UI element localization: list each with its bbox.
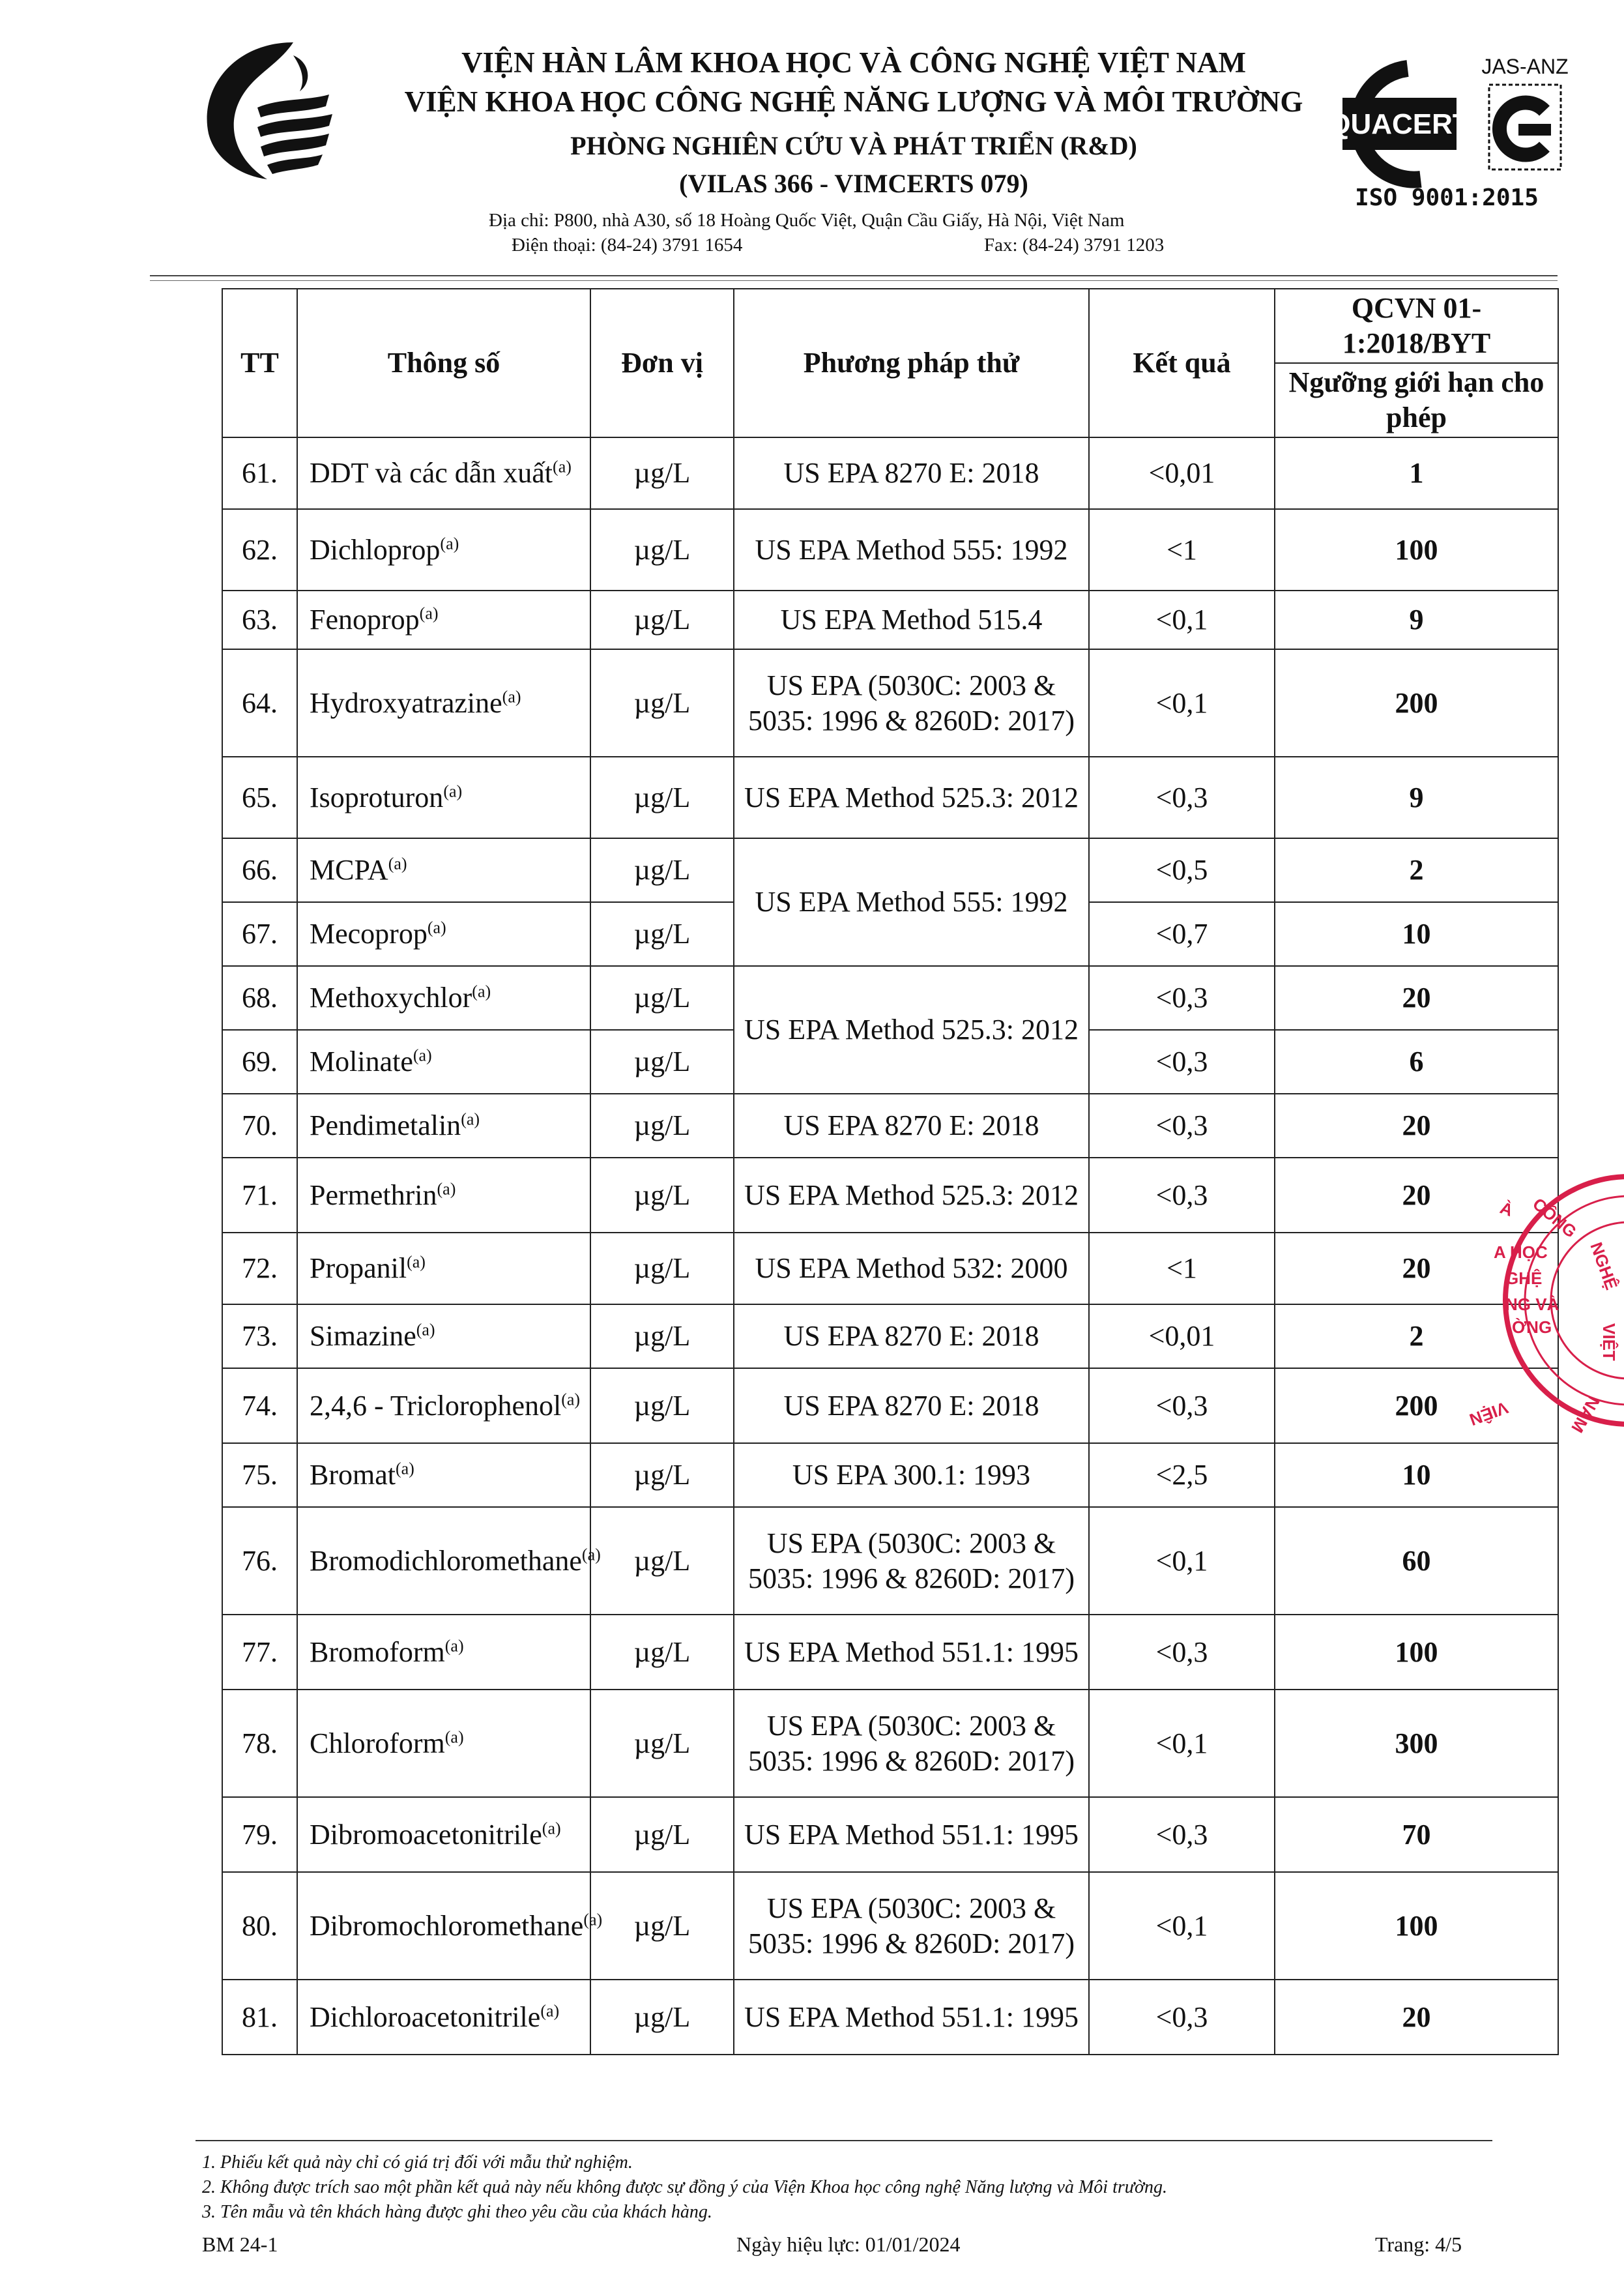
parameter-label: MCPA [310,854,388,886]
result-cell: <0,1 [1089,591,1275,649]
method-cell: US EPA (5030C: 2003 & 5035: 1996 & 8260D: 2017) [734,1690,1089,1797]
header-result: Kết quả [1089,289,1275,437]
limit-cell: 20 [1275,1980,1558,2055]
result-cell: <0,3 [1089,1030,1275,1094]
limit-cell: 1 [1275,437,1558,509]
limit-cell: 100 [1275,1872,1558,1980]
form-code: BM 24-1 [202,2233,278,2256]
parameter-label: Molinate [310,1046,413,1077]
unit-cell: µg/L [590,437,734,509]
row-index: 64. [222,649,297,757]
parameter-name [297,591,590,649]
parameter-name [297,1507,601,1615]
result-cell: <1 [1089,1233,1275,1304]
department-title: PHÒNG NGHIÊN CỨU VÀ PHÁT TRIỂN (R&D) [570,131,1137,160]
row-index: 68. [222,966,297,1030]
svg-text:VIỆN: VIỆN [1466,1398,1511,1430]
result-cell: <0,1 [1089,1872,1275,1980]
method-cell: US EPA Method 515.4 [734,591,1089,649]
result-cell: <0,1 [1089,1507,1275,1615]
accreditation-mark: (a) [395,1459,414,1478]
accreditation-mark: (a) [472,982,491,1001]
table-row [222,1304,1558,1368]
limit-cell: 2 [1275,838,1558,902]
limit-cell: 200 [1275,1368,1558,1443]
accreditation-mark: (a) [407,1252,426,1272]
unit-cell: µg/L [590,1797,734,1872]
method-cell: US EPA Method 551.1: 1995 [734,1980,1089,2055]
accreditation-mark: (a) [561,1389,581,1409]
svg-text:VIỆT: VIỆT [1599,1323,1619,1361]
method-cell: US EPA Method 525.3: 2012 [734,1158,1089,1233]
parameter-label: Dibromochloromethane [310,1909,584,1942]
row-index: 66. [222,838,297,902]
unit-cell: µg/L [590,1158,734,1233]
svg-text:A HỌC: A HỌC [1494,1242,1548,1262]
parameter-label: Bromat [310,1459,396,1491]
row-index: 61. [222,437,297,509]
footer-note-2: 2. Không được trích sao một phần kết quả này nếu không được sự đồng ý của Viện Khoa học công nghệ Năng lượng và Môi trường. [202,2177,1167,2197]
parameter-name [297,1872,603,1980]
limit-cell: 60 [1275,1507,1558,1615]
parameter-label: Isoproturon [310,781,444,813]
academy-title: VIỆN HÀN LÂM KHOA HỌC VÀ CÔNG NGHỆ VIỆT NAM [461,46,1246,79]
accreditation-codes: (VILAS 366 - VIMCERTS 079) [679,169,1028,198]
row-index: 78. [222,1690,297,1797]
svg-text:NG VÀ: NG VÀ [1505,1295,1559,1314]
parameter-label: 2,4,6 - Triclorophenol [310,1389,562,1422]
unit-cell: µg/L [590,1304,734,1368]
method-cell: US EPA 8270 E: 2018 [734,437,1089,509]
result-cell: <0,3 [1089,1980,1275,2055]
accreditation-mark: (a) [583,1909,603,1929]
parameter-name [297,509,590,591]
table-row [222,1615,1558,1690]
method-cell: US EPA Method 551.1: 1995 [734,1797,1089,1872]
parameter-label: Bromoform [310,1635,445,1668]
svg-text:À: À [1497,1197,1516,1221]
method-cell: US EPA 8270 E: 2018 [734,1094,1089,1158]
header-divider [150,275,1558,276]
parameter-label: Dichloprop [310,533,441,566]
limit-cell: 20 [1275,1158,1558,1233]
table-row [222,838,1558,902]
parameter-name [297,1304,590,1368]
parameter-name [297,902,590,966]
result-cell: <1 [1089,509,1275,591]
row-index: 70. [222,1094,297,1158]
fax-line: Fax: (84-24) 3791 1203 [984,235,1165,256]
parameter-name [297,437,590,509]
table-row [222,1507,1558,1615]
header-method: Phương pháp thử [734,289,1089,437]
parameter-label: Hydroxyatrazine [310,686,502,719]
header-tt: TT [222,289,297,437]
official-stamp [1466,1160,1623,1441]
institute-title: VIỆN KHOA HỌC CÔNG NGHỆ NĂNG LƯỢNG VÀ MÔI TRƯỜNG [404,85,1303,118]
table-row [222,1690,1558,1797]
limit-cell: 6 [1275,1030,1558,1094]
accreditation-mark: (a) [419,604,439,623]
row-index: 65. [222,757,297,838]
unit-cell: µg/L [590,1872,734,1980]
parameter-label: Dichloroacetonitrile [310,2000,541,2033]
result-cell: <0,1 [1089,1690,1275,1797]
unit-cell: µg/L [590,1980,734,2055]
result-cell: <0,3 [1089,1094,1275,1158]
accreditation-mark: (a) [461,1109,480,1129]
accreditation-mark: (a) [388,854,407,873]
limit-cell: 2 [1275,1304,1558,1368]
table-row [222,1094,1558,1158]
parameter-name [297,1797,590,1872]
result-cell: <0,01 [1089,437,1275,509]
result-cell: <0,3 [1089,966,1275,1030]
accreditation-mark: (a) [540,2000,560,2020]
unit-cell: µg/L [590,757,734,838]
method-cell: US EPA Method 532: 2000 [734,1233,1089,1304]
header-param: Thông số [297,289,590,437]
page-number: Trang: 4/5 [1375,2233,1462,2256]
limit-cell: 9 [1275,757,1558,838]
parameter-name [297,649,590,757]
table-row [222,591,1558,649]
table-row [222,649,1558,757]
table-row [222,509,1558,591]
parameter-name [297,838,590,902]
row-index: 69. [222,1030,297,1094]
limit-cell: 70 [1275,1797,1558,1872]
method-cell: US EPA Method 525.3: 2012 [734,757,1089,838]
accreditation-mark: (a) [444,1635,464,1655]
row-index: 74. [222,1368,297,1443]
row-index: 72. [222,1233,297,1304]
parameter-label: Bromodichloromethane [310,1544,582,1577]
method-cell: US EPA Method 551.1: 1995 [734,1615,1089,1690]
institute-logo-icon [196,36,339,186]
method-cell: US EPA Method 555: 1992 [734,838,1089,966]
unit-cell: µg/L [590,1094,734,1158]
accreditation-mark: (a) [443,781,463,800]
parameter-name [297,1443,590,1507]
result-cell: <0,3 [1089,1158,1275,1233]
accreditation-mark: (a) [440,533,459,553]
parameter-name [297,1158,590,1233]
table-row [222,437,1558,509]
parameter-label: Simazine [310,1320,416,1352]
unit-cell: µg/L [590,902,734,966]
limit-cell: 300 [1275,1690,1558,1797]
row-index: 73. [222,1304,297,1368]
parameter-name [297,1030,590,1094]
parameter-label: Propanil [310,1252,407,1284]
accreditation-mark: (a) [437,1179,456,1198]
table-row [222,1980,1558,2055]
unit-cell: µg/L [590,1030,734,1094]
limit-cell: 200 [1275,649,1558,757]
table-row [222,1158,1558,1233]
parameter-name [297,1368,590,1443]
row-index: 79. [222,1797,297,1872]
parameter-name [297,1233,590,1304]
parameter-name [297,1980,590,2055]
unit-cell: µg/L [590,1507,734,1615]
parameter-label: Fenoprop [310,604,420,636]
table-row [222,1443,1558,1507]
method-cell: US EPA (5030C: 2003 & 5035: 1996 & 8260D: 2017) [734,1872,1089,1980]
parameter-name [297,757,590,838]
unit-cell: µg/L [590,966,734,1030]
result-cell: <0,01 [1089,1304,1275,1368]
svg-text:ỜNG: ỜNG [1512,1317,1552,1337]
footer-note-3: 3. Tên mẫu và tên khách hàng được ghi theo yêu cầu của khách hàng. [202,2202,712,2222]
header-limit: Ngưỡng giới hạn cho phép [1275,363,1558,437]
row-index: 80. [222,1872,297,1980]
method-cell: US EPA 8270 E: 2018 [734,1304,1089,1368]
limit-cell: 100 [1275,509,1558,591]
effective-date: Ngày hiệu lực: 01/01/2024 [736,2233,961,2256]
iso-label: ISO 9001:2015 [1355,184,1539,211]
parameter-label: Chloroform [310,1727,445,1759]
table-row [222,1872,1558,1980]
accreditation-mark: (a) [553,457,572,476]
unit-cell: µg/L [590,509,734,591]
limit-cell: 20 [1275,966,1558,1030]
parameter-label: Pendimetalin [310,1109,461,1141]
parameter-name [297,1615,590,1690]
accreditation-mark: (a) [542,1818,561,1837]
result-cell: <0,5 [1089,838,1275,902]
row-index: 81. [222,1980,297,2055]
accreditation-mark: (a) [502,686,521,706]
svg-text:NAM: NAM [1567,1393,1604,1437]
unit-cell: µg/L [590,1368,734,1443]
row-index: 75. [222,1443,297,1507]
result-cell: <0,7 [1089,902,1275,966]
method-cell: US EPA 300.1: 1993 [734,1443,1089,1507]
result-cell: <0,3 [1089,1368,1275,1443]
parameter-name [297,1094,590,1158]
result-cell: <0,3 [1089,757,1275,838]
table-row [222,1233,1558,1304]
quacert-certification-icon [1328,49,1569,212]
parameter-name [297,1690,590,1797]
header-row [222,289,1558,363]
accreditation-mark: (a) [581,1544,601,1564]
row-index: 63. [222,591,297,649]
phone-line: Điện thoại: (84-24) 3791 1654 [512,235,743,256]
method-cell: US EPA Method 525.3: 2012 [734,966,1089,1094]
method-cell: US EPA 8270 E: 2018 [734,1368,1089,1443]
unit-cell: µg/L [590,591,734,649]
result-cell: <0,3 [1089,1615,1275,1690]
limit-cell: 20 [1275,1233,1558,1304]
unit-cell: µg/L [590,649,734,757]
parameter-name [297,966,590,1030]
accreditation-mark: (a) [413,1046,432,1065]
header-standard: QCVN 01-1:2018/BYT [1275,289,1558,363]
row-index: 71. [222,1158,297,1233]
quacert-brand: QUACERT [1328,108,1470,140]
row-index: 62. [222,509,297,591]
result-cell: <0,1 [1089,649,1275,757]
table-row [222,966,1558,1030]
results-table [222,288,1559,2055]
unit-cell: µg/L [590,1443,734,1507]
accreditation-mark: (a) [416,1320,435,1340]
limit-cell: 9 [1275,591,1558,649]
unit-cell: µg/L [590,1690,734,1797]
row-index: 76. [222,1507,297,1615]
table-row [222,757,1558,838]
parameter-label: DDT và các dẫn xuất [310,457,553,489]
limit-cell: 100 [1275,1615,1558,1690]
svg-text:GHỆ: GHỆ [1505,1268,1543,1288]
unit-cell: µg/L [590,1233,734,1304]
footer-note-1: 1. Phiếu kết quả này chỉ có giá trị đối với mẫu thử nghiệm. [202,2152,633,2173]
table-row [222,1797,1558,1872]
parameter-label: Mecoprop [310,918,428,950]
parameter-label: Permethrin [310,1179,437,1211]
svg-text:CÔNG: CÔNG [1529,1193,1581,1242]
parameter-label: Dibromoacetonitrile [310,1818,542,1851]
limit-cell: 10 [1275,1443,1558,1507]
row-index: 77. [222,1615,297,1690]
result-cell: <2,5 [1089,1443,1275,1507]
limit-cell: 10 [1275,902,1558,966]
unit-cell: µg/L [590,838,734,902]
svg-text:NGHỆ: NGHỆ [1586,1239,1622,1293]
footer-divider [196,2140,1492,2141]
header-divider-thin [150,280,1558,281]
unit-cell: µg/L [590,1615,734,1690]
method-cell: US EPA (5030C: 2003 & 5035: 1996 & 8260D: 2017) [734,1507,1089,1615]
accreditation-mark: (a) [444,1727,464,1746]
table-row [222,1368,1558,1443]
header-unit: Đơn vị [590,289,734,437]
jas-anz-label: JAS-ANZ [1481,55,1569,78]
limit-cell: 20 [1275,1094,1558,1158]
result-cell: <0,3 [1089,1797,1275,1872]
accreditation-mark: (a) [427,918,446,937]
method-cell: US EPA (5030C: 2003 & 5035: 1996 & 8260D: 2017) [734,649,1089,757]
parameter-label: Methoxychlor [310,982,472,1014]
method-cell: US EPA Method 555: 1992 [734,509,1089,591]
address-line: Địa chỉ: P800, nhà A30, số 18 Hoàng Quốc Việt, Quận Cầu Giấy, Hà Nội, Việt Nam [489,210,1125,231]
row-index: 67. [222,902,297,966]
